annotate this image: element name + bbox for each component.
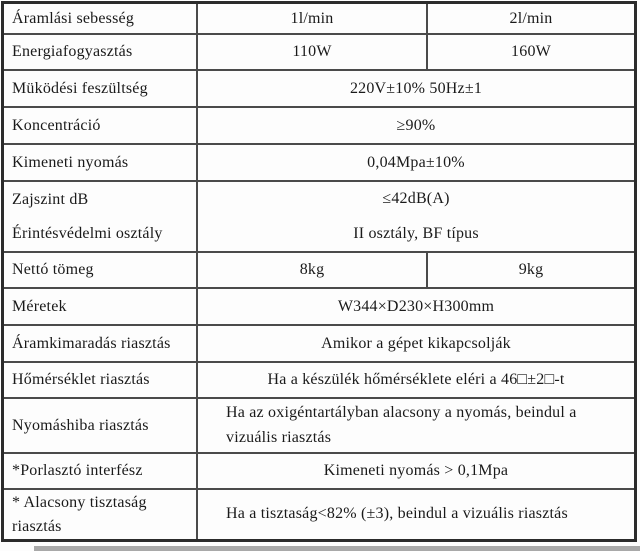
row-value: 0,04Mpa±10% — [367, 153, 465, 171]
table-row — [4, 289, 634, 326]
row-value-text: Ha az oxigéntartályban alacsony a nyomás, beindul a vizuális riasztás — [226, 403, 577, 446]
table-row — [4, 35, 634, 71]
row-value: ≥90% — [396, 116, 436, 134]
row-value-col1: 110W — [198, 35, 428, 69]
table-row-merged — [4, 182, 634, 253]
row-value: Kimeneti nyomás > 0,1Mpa — [323, 462, 509, 479]
row-value: W344×D230×H300mm — [337, 297, 495, 315]
table-row — [4, 71, 634, 108]
row-label: Áramkimaradás riasztás — [4, 326, 198, 361]
row-label: Energiafogyasztás — [4, 35, 198, 69]
row-value-text: Ha a tisztaság<82% (±3), beindul a vizuális riasztás — [226, 505, 568, 523]
table-row — [4, 4, 634, 35]
row-label: Méretek — [4, 289, 198, 324]
row-label: Kimeneti nyomás — [4, 145, 198, 180]
row-value: Amikor a gépet kikapcsolják — [321, 334, 511, 352]
table-row — [4, 253, 634, 289]
row-value: Ha a készülék hőmérséklete eléri a 46□±2□-t — [267, 371, 565, 388]
row-value: II osztály, BF típus — [353, 224, 479, 242]
row-label: *Porlasztó interfész — [4, 454, 198, 488]
row-value-col1: 8kg — [198, 253, 428, 287]
row-label: * Alacsony tisztaság riasztás — [4, 490, 198, 539]
row-label: Hőmérséklet riasztás — [4, 363, 198, 397]
table-row — [4, 108, 634, 145]
row-label: Zajszint dB — [12, 190, 89, 208]
row-label: Áramlási sebesség — [4, 4, 198, 33]
row-label: Nettó tömeg — [4, 253, 198, 287]
row-label: Müködési feszültség — [4, 71, 198, 106]
table-row — [4, 326, 634, 363]
row-value-col2: 160W — [511, 43, 551, 60]
row-value-col2: 9kg — [518, 261, 544, 278]
table-row — [4, 363, 634, 399]
table-row — [4, 399, 634, 454]
row-value — [198, 399, 634, 452]
row-value: ≤42dB(A) — [382, 190, 450, 208]
row-value — [198, 490, 634, 539]
table-row — [4, 454, 634, 490]
row-label-group — [4, 182, 198, 251]
table-row — [4, 145, 634, 182]
row-value: 220V±10% 50Hz±1 — [349, 79, 483, 97]
scan-shadow-strip — [34, 546, 640, 551]
row-label: Érintésvédelmi osztály — [12, 225, 163, 243]
row-label: Nyomáshiba riasztás — [4, 399, 198, 452]
row-value-group — [198, 182, 634, 251]
row-label: Koncentráció — [4, 108, 198, 143]
table-row — [4, 490, 634, 539]
row-value-col2: 2l/min — [509, 9, 553, 27]
row-value-col1: 1l/min — [198, 4, 428, 33]
spec-table — [1, 1, 637, 542]
